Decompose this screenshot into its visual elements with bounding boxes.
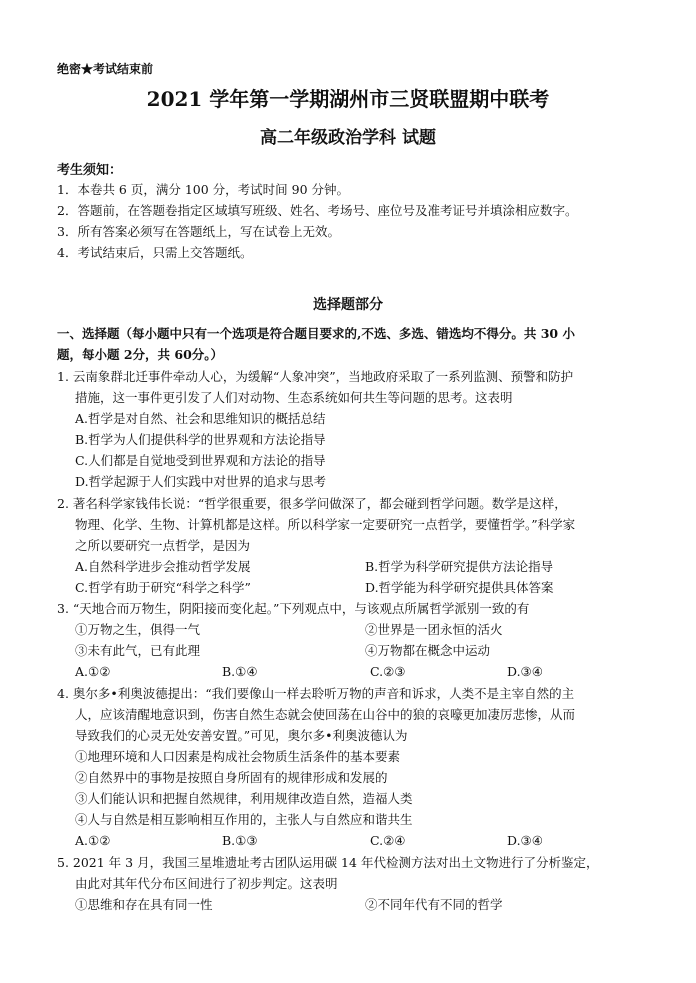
- question-2-option-b: B.哲学为科学研究提供方法论指导: [365, 559, 554, 574]
- exam-subtitle: 高二年级政治学科 试题: [260, 128, 436, 148]
- section-title: 选择题部分: [313, 297, 383, 313]
- part-instructions: 一、选择题（每小题中只有一个选项是符合题目要求的,不选、多选、错选均不得分。共 30 小: [57, 326, 575, 341]
- question-4-option-c: C.②④: [370, 833, 406, 848]
- question-4-stem: 人，应该清醒地意识到，伤害自然生态就会使回荡在山谷中的狼的哀嚎更加凄厉悲惨，从而: [75, 707, 576, 722]
- question-4-stem: 4. 奥尔多•利奥波德提出：“我们要像山一样去聆听万物的声音和诉求，人类不是主宰自然的主: [57, 686, 575, 701]
- notice-item: 2．答题前，在答题卷指定区域填写班级、姓名、考场号、座位号及准考证号并填涂相应数字。: [57, 203, 578, 218]
- question-3-option-d: D.③④: [507, 664, 543, 679]
- question-4-stem: 导致我们的心灵无处安善安置。”可见，奥尔多•利奥波德认为: [75, 728, 408, 743]
- question-1-option-d: D.哲学起源于人们实践中对世界的追求与思考: [75, 474, 327, 489]
- question-4-item: ④人与自然是相互影响相互作用的，主张人与自然应和谐共生: [75, 812, 413, 827]
- question-1-option-a: A.哲学是对自然、社会和思维知识的概括总结: [75, 411, 326, 426]
- question-1-stem: 措施，这一事件更引发了人们对动物、生态系统如何共生等问题的思考。这表明: [75, 390, 513, 405]
- notice-heading: 考生须知：: [57, 163, 123, 178]
- question-2-option-a: A.自然科学进步会推动哲学发展: [75, 559, 251, 574]
- question-5-stem: 由此对其年代分布区间进行了初步判定。这表明: [75, 876, 338, 891]
- question-2-stem: 之所以要研究一点哲学，是因为: [75, 538, 251, 553]
- question-3-item: ②世界是一团永恒的活火: [365, 622, 503, 637]
- question-3-option-b: B.①④: [222, 664, 258, 679]
- question-2-stem: 2. 著名科学家钱伟长说：“哲学很重要，很多学问做深了，都会碰到哲学问题。数学是这样，: [57, 496, 567, 511]
- question-3-item: ①万物之生，俱得一气: [75, 622, 201, 637]
- notice-item: 1．本卷共 6 页，满分 100 分，考试时间 90 分钟。: [57, 182, 350, 197]
- question-4-option-b: B.①③: [222, 833, 258, 848]
- question-2-option-c: C.哲学有助于研究“科学之科学”: [75, 580, 251, 595]
- notice-item: 3．所有答案必须写在答题纸上，写在试卷上无效。: [57, 224, 340, 239]
- question-3-stem: 3. “天地合而万物生，阴阳接而变化起。”下列观点中，与该观点所属哲学派别一致的有: [57, 601, 530, 616]
- question-1-option-c: C.人们都是自觉地受到世界观和方法论的指导: [75, 453, 326, 468]
- question-3-item: ③未有此气，已有此理: [75, 643, 201, 658]
- question-4-item: ①地理环境和人口因素是构成社会物质生活条件的基本要素: [75, 749, 401, 764]
- part-instructions: 题，每小题 2分，共 60分。）: [57, 347, 224, 362]
- notice-item: 4．考试结束后，只需上交答题纸。: [57, 245, 253, 260]
- question-5-item: ②不同年代有不同的哲学: [365, 897, 503, 912]
- exam-title: 2021 学年第一学期湖州市三贤联盟期中联考: [146, 87, 550, 111]
- confidential-mark: 绝密★考试结束前: [57, 62, 154, 76]
- question-3-item: ④万物都在概念中运动: [365, 643, 491, 658]
- question-4-item: ②自然界中的事物是按照自身所固有的规律形成和发展的: [75, 770, 388, 785]
- question-5-stem: 5. 2021 年 3 月，我国三星堆遗址考古团队运用碳 14 年代检测方法对出土文物进行了分析鉴定，: [57, 855, 599, 870]
- question-3-option-a: A.①②: [75, 664, 111, 679]
- question-5-item: ①思维和存在具有同一性: [75, 897, 213, 912]
- question-2-option-d: D.哲学能为科学研究提供具体答案: [365, 580, 554, 595]
- question-3-option-c: C.②③: [370, 664, 406, 679]
- question-1-stem: 1. 云南象群北迁事件牵动人心，为缓解“人象冲突”，当地政府采取了一系列监测、预警和防护: [57, 369, 574, 384]
- question-2-stem: 物理、化学、生物、计算机都是这样。所以科学家一定要研究一点哲学，要懂哲学。”科学家: [75, 517, 576, 532]
- question-4-item: ③人们能认识和把握自然规律，利用规律改造自然，造福人类: [75, 791, 413, 806]
- question-4-option-a: A.①②: [75, 833, 111, 848]
- question-1-option-b: B.哲学为人们提供科学的世界观和方法论指导: [75, 432, 326, 447]
- question-4-option-d: D.③④: [507, 833, 543, 848]
